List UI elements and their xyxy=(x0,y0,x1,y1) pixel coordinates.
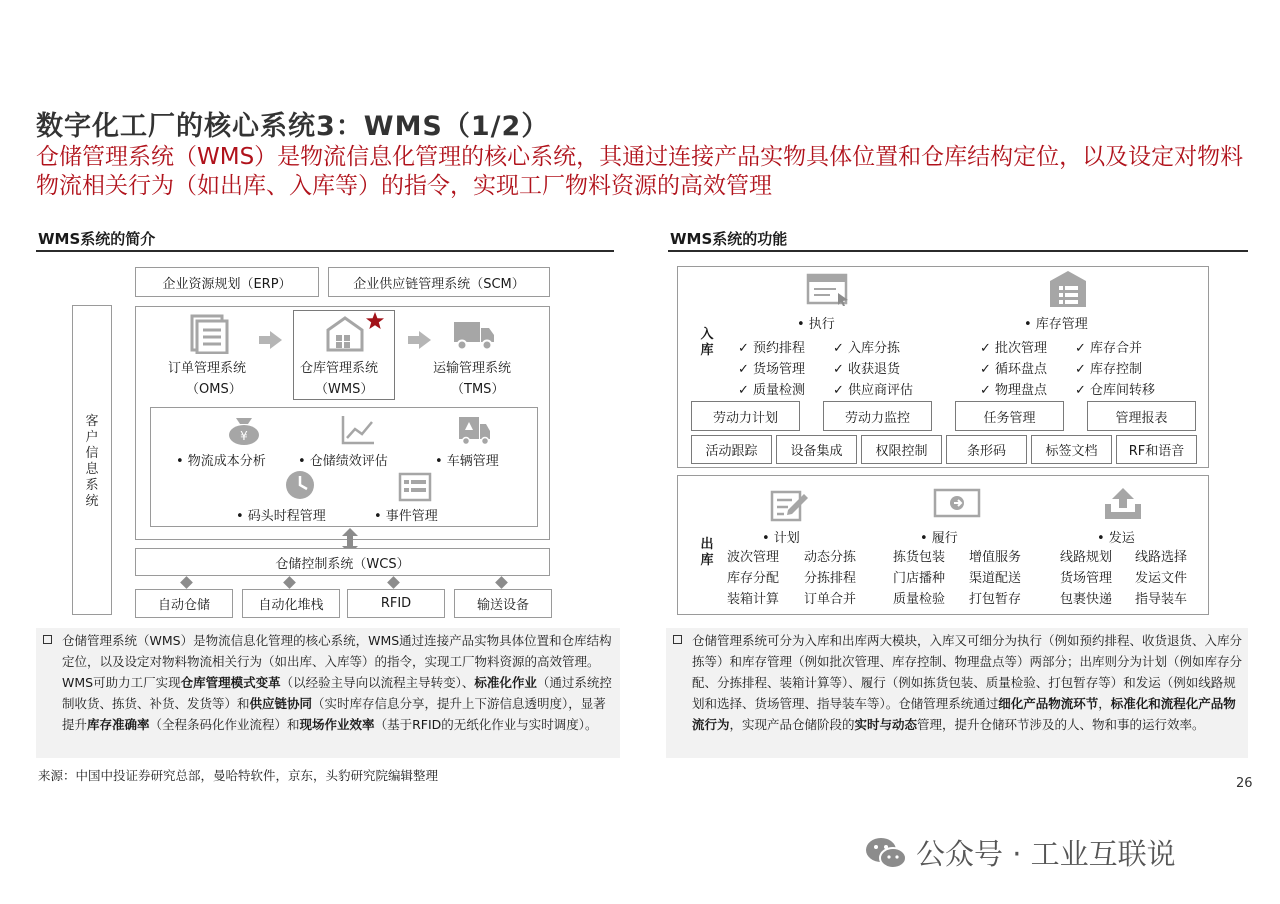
ship-item-5: 包裹快递 xyxy=(1060,592,1113,607)
wcs-label: 仓储控制系统（WCS） xyxy=(275,556,410,572)
left-section-rule xyxy=(36,250,614,252)
device-auto-stacker-label: 自动化堆栈 xyxy=(258,598,324,613)
clock-icon xyxy=(283,469,317,501)
left-note-text-5: （全程条码化作业流程）和 xyxy=(149,717,300,732)
outbound-label: 出库 xyxy=(700,537,714,568)
plan-item-4: 分拣排程 xyxy=(804,571,857,586)
tms-label-line1: 运输管理系统 xyxy=(433,361,512,376)
left-note-text-6: （基于RFID的无纸化作业与实时调度）。 xyxy=(374,717,598,732)
device-rfid xyxy=(347,589,445,618)
device-conveyor-label: 输送设备 xyxy=(476,598,529,613)
warehouse-icon xyxy=(326,316,364,352)
fulfill-item-5: 质量检验 xyxy=(893,592,946,607)
ship-upload-icon xyxy=(1102,486,1144,522)
connector-diamond-4 xyxy=(495,576,508,589)
ship-item-2: 线路选择 xyxy=(1135,550,1188,565)
fn-label-docs-label: 标签文档 xyxy=(1045,444,1098,459)
event-list-icon xyxy=(398,472,432,502)
exec-item-5: ✓ 质量检测 xyxy=(738,383,806,398)
left-note-text-1: 仓储管理系统（WMS）是物流信息化管理的核心系统，WMS通过连接产品实物具体位置和仓库结构定位，以及设定对物料物流相关行为（如出库、入库等）的指令，实现工厂物料资源的高效管理。WMS可助力工厂实现 xyxy=(62,633,612,690)
exec-item-1: ✓ 预约排程 xyxy=(738,341,806,356)
right-note-text-4: 管理，提升仓储环节涉及的人、物和事的运行效率。 xyxy=(917,717,1205,732)
fn-activity-tracking-label: 活动跟踪 xyxy=(705,444,758,459)
truck-icon xyxy=(452,318,496,352)
exec-item-3: ✓ 货场管理 xyxy=(738,362,806,377)
money-bag-icon xyxy=(226,414,262,446)
order-document-icon xyxy=(188,314,230,354)
fn-labor-planning xyxy=(691,401,800,431)
plan-title: • 计划 xyxy=(762,531,800,546)
oms-label-line1: 订单管理系统 xyxy=(168,361,247,376)
fn-barcode xyxy=(946,435,1027,464)
erp-label: 企业资源规划（ERP） xyxy=(162,276,292,292)
device-conveyor xyxy=(454,589,552,618)
left-note-text-3: （通过系统控制收货、拣货、补货、发货等）和 xyxy=(62,675,612,711)
left-note-bullet-icon xyxy=(43,635,52,644)
ship-item-6: 指导装车 xyxy=(1135,592,1188,607)
ship-title: • 发运 xyxy=(1097,531,1135,546)
device-auto-storage-label: 自动仓储 xyxy=(157,598,210,613)
right-note-bullet-icon xyxy=(673,635,682,644)
right-note xyxy=(666,628,1248,758)
right-note-text-1: 仓储管理系统可分为入库和出库两大模块，入库又可细分为执行（例如预约排程、收货退货、入库分拣等）和库存管理（例如批次管理、库存控制、物理盘点等）两部分；出库则分为计划（例如库存分配、分拣排程、装箱计算等）、履行（例如拣货包装、质量检验、打包暂存等）和发运（例如线路规划和选择、货场管理、指导装车等）。仓储管理系统通过 xyxy=(692,633,1243,711)
inv-item-5: ✓ 物理盘点 xyxy=(980,383,1048,398)
exec-item-6: ✓ 供应商评估 xyxy=(833,383,914,398)
device-auto-stacker xyxy=(242,589,340,618)
execute-title: • 执行 xyxy=(797,317,835,332)
scm-box xyxy=(328,267,550,297)
line-chart-icon xyxy=(340,414,376,446)
plan-item-2: 动态分拣 xyxy=(804,550,857,565)
customer-info-box xyxy=(72,305,112,615)
fn-management-reports-label: 管理报表 xyxy=(1115,410,1168,426)
fn-management-reports xyxy=(1087,401,1196,431)
inv-item-6: ✓ 仓库间转移 xyxy=(1075,383,1156,398)
exec-item-2: ✓ 入库分拣 xyxy=(833,341,901,356)
inv-item-4: ✓ 库存控制 xyxy=(1075,362,1143,377)
fn-task-management xyxy=(955,401,1064,431)
left-note-text-4: （实时库存信息分享，提升上下游信息透明度），显著提升 xyxy=(62,696,606,732)
function-event-management: • 事件管理 xyxy=(374,509,438,524)
fulfill-item-6: 打包暂存 xyxy=(969,592,1022,607)
tms-label-line2: （TMS） xyxy=(451,382,505,397)
right-note-bold-2: 标准化和流程化产品物流行为 xyxy=(692,696,1236,732)
device-auto-storage xyxy=(135,589,233,618)
fulfill-monitor-icon xyxy=(933,488,981,520)
right-note-bold-1: 细化产品物流环节 xyxy=(998,696,1099,711)
plan-item-6: 订单合并 xyxy=(804,592,857,607)
erp-box xyxy=(135,267,319,297)
fn-labor-monitoring xyxy=(823,401,932,431)
right-note-bold-3: 实时与动态 xyxy=(854,717,918,732)
vehicle-icon xyxy=(456,414,492,446)
fn-activity-tracking xyxy=(691,435,772,464)
page-subtitle: 仓储管理系统（WMS）是物流信息化管理的核心系统，其通过连接产品实物具体位置和仓库结构定位，以及设定对物料物流相关行为（如出库、入库等）的指令，实现工厂物料资源的高效管理 xyxy=(36,144,1244,199)
ship-item-1: 线路规划 xyxy=(1060,550,1113,565)
plan-edit-icon xyxy=(770,489,810,523)
wechat-icon xyxy=(864,835,908,871)
fn-rf-voice xyxy=(1116,435,1197,464)
watermark xyxy=(864,832,1176,873)
connector-diamond-2 xyxy=(283,576,296,589)
arrow-oms-wms-icon xyxy=(270,331,282,349)
right-note-text-2: ， xyxy=(1098,696,1111,711)
ship-item-3: 货场管理 xyxy=(1060,571,1113,586)
page-number: 26 xyxy=(1236,776,1253,791)
ship-item-4: 发运文件 xyxy=(1135,571,1188,586)
arrow-wms-tms-icon xyxy=(419,331,431,349)
wms-label-line2: （WMS） xyxy=(315,382,374,397)
fn-barcode-label: 条形码 xyxy=(966,444,1006,459)
function-warehouse-performance: • 仓储绩效评估 xyxy=(298,454,388,469)
money-bag-yen-text: ¥ xyxy=(240,429,248,443)
scm-label: 企业供应链管理系统（SCM） xyxy=(353,276,525,292)
fn-label-docs xyxy=(1031,435,1112,464)
plan-item-1: 波次管理 xyxy=(727,550,780,565)
inbound-label: 入库 xyxy=(700,327,714,358)
inv-item-1: ✓ 批次管理 xyxy=(980,341,1048,356)
execute-window-icon xyxy=(806,273,850,307)
function-dock-scheduling: • 码头时程管理 xyxy=(236,509,326,524)
left-note-bold-2: 标准化作业 xyxy=(474,675,537,690)
plan-item-3: 库存分配 xyxy=(727,571,780,586)
right-note-text-3: ，实现产品仓储阶段的 xyxy=(729,717,855,732)
left-section-heading: WMS系统的简介 xyxy=(38,230,156,248)
left-note-bold-5: 现场作业效率 xyxy=(299,717,375,732)
fn-labor-planning-label: 劳动力计划 xyxy=(712,410,778,426)
fn-rf-voice-label: RF和语音 xyxy=(1128,444,1185,459)
fulfill-item-4: 渠道配送 xyxy=(969,571,1022,586)
connector-diamond-3 xyxy=(387,576,400,589)
left-note-bold-4: 库存准确率 xyxy=(87,717,150,732)
plan-item-5: 装箱计算 xyxy=(727,592,780,607)
oms-label-line2: （OMS） xyxy=(186,382,242,397)
watermark-text: 公众号 · 工业互联说 xyxy=(916,837,1176,871)
fn-device-integration xyxy=(776,435,857,464)
customer-info-label: 客户信息系统 xyxy=(85,414,99,509)
inventory-warehouse-icon xyxy=(1048,269,1088,309)
fulfill-title: • 履行 xyxy=(920,531,958,546)
page-title: 数字化工厂的核心系统3：WMS（1/2） xyxy=(36,111,550,142)
connector-diamond-1 xyxy=(180,576,193,589)
inv-item-3: ✓ 循环盘点 xyxy=(980,362,1048,377)
fn-permission-control xyxy=(861,435,942,464)
left-note xyxy=(36,628,620,758)
fn-device-integration-label: 设备集成 xyxy=(790,444,843,459)
fn-labor-monitoring-label: 劳动力监控 xyxy=(844,410,910,426)
function-logistics-cost: • 物流成本分析 xyxy=(176,454,266,469)
star-icon xyxy=(365,311,385,330)
wcs-box xyxy=(135,548,550,576)
exec-item-4: ✓ 收获退货 xyxy=(833,362,901,377)
fulfill-item-2: 增值服务 xyxy=(969,550,1022,565)
right-section-rule xyxy=(668,250,1248,252)
inventory-title: • 库存管理 xyxy=(1024,317,1088,332)
left-note-text-2: （以经验主导向以流程主导转变）、 xyxy=(280,675,475,690)
fn-task-management-label: 任务管理 xyxy=(983,410,1036,426)
left-note-bold-1: 仓库管理模式变革 xyxy=(180,675,281,690)
inv-item-2: ✓ 库存合并 xyxy=(1075,341,1143,356)
source-note: 来源：中国中投证券研究总部，曼哈特软件，京东，头豹研究院编辑整理 xyxy=(38,768,439,783)
device-rfid-label: RFID xyxy=(380,596,412,611)
function-vehicle-management: • 车辆管理 xyxy=(435,454,499,469)
fulfill-item-1: 拣货包装 xyxy=(893,550,946,565)
wms-label-line1: 仓库管理系统 xyxy=(300,361,379,376)
right-section-heading: WMS系统的功能 xyxy=(670,230,788,248)
left-note-bold-3: 供应链协同 xyxy=(249,696,313,711)
fn-permission-control-label: 权限控制 xyxy=(875,444,928,459)
fulfill-item-3: 门店播种 xyxy=(893,571,946,586)
